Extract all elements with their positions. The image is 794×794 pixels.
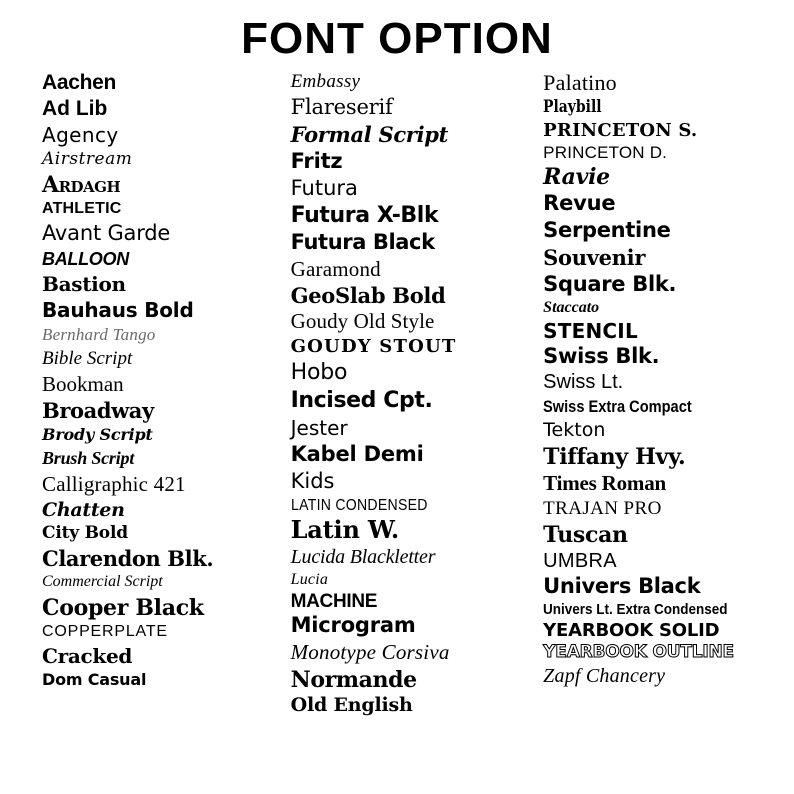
font-sample[interactable]: PRINCETON D. xyxy=(543,143,668,162)
font-sample[interactable]: Lucia xyxy=(290,571,329,588)
font-column-2 xyxy=(291,70,544,719)
font-sample[interactable]: Bible Script xyxy=(42,348,133,369)
font-sample[interactable]: Souvenir xyxy=(543,245,646,270)
font-sample[interactable]: Fritz xyxy=(290,149,343,173)
font-sample[interactable]: Latin W. xyxy=(290,515,400,544)
font-sample[interactable]: Microgram xyxy=(290,613,416,637)
font-sample[interactable]: MACHINE xyxy=(290,591,378,612)
font-sample[interactable]: COPPERPLATE xyxy=(42,623,168,640)
font-sample[interactable]: Bauhaus Bold xyxy=(42,298,194,322)
font-sample[interactable]: Swiss Blk. xyxy=(543,344,660,368)
font-sample[interactable]: Airstream xyxy=(42,149,133,169)
font-column-1 xyxy=(42,70,291,719)
font-sample[interactable]: Futura X-Blk xyxy=(290,203,439,228)
font-sample[interactable]: YEARBOOK OUTLINE xyxy=(543,642,734,662)
font-sample[interactable]: PRINCETON S. xyxy=(543,120,698,141)
font-sample[interactable]: Bookman xyxy=(42,372,124,396)
font-sample[interactable]: Embassy xyxy=(290,71,361,92)
page-title: FONT OPTION xyxy=(241,14,553,63)
font-sample[interactable]: Chatten xyxy=(42,499,125,521)
font-columns xyxy=(0,70,794,719)
font-sample[interactable]: Ardagh xyxy=(42,172,121,198)
font-sample[interactable]: Futura Black xyxy=(290,230,435,254)
font-sample[interactable]: Lucida Blackletter xyxy=(290,546,436,568)
font-sample[interactable]: Broadway xyxy=(42,398,154,423)
font-sample[interactable]: Cooper Black xyxy=(42,595,204,621)
font-sample[interactable]: Tekton xyxy=(543,419,606,441)
font-sample[interactable]: Futura xyxy=(290,176,358,200)
font-sample[interactable]: STENCIL xyxy=(543,319,638,343)
font-sample[interactable]: Agency xyxy=(42,123,119,147)
font-sample[interactable]: Kids xyxy=(290,469,335,493)
font-sample[interactable]: Goudy Old Style xyxy=(290,309,435,333)
font-sample[interactable]: Calligraphic 421 xyxy=(42,472,186,496)
font-sample[interactable]: BALLOON xyxy=(42,249,129,269)
font-sample[interactable]: LATIN CONDENSED xyxy=(290,497,428,514)
font-sample[interactable]: Swiss Lt. xyxy=(543,371,624,393)
font-sample[interactable]: Normande xyxy=(290,667,417,693)
font-sample[interactable]: Jester xyxy=(290,416,348,440)
font-sample[interactable]: Tiffany Hvy. xyxy=(543,444,686,470)
font-sample[interactable]: GOUDY STOUT xyxy=(290,336,457,357)
font-sample[interactable]: Ravie xyxy=(543,164,610,190)
font-sample[interactable]: YEARBOOK SOLID xyxy=(543,620,720,641)
font-sample[interactable]: Tuscan xyxy=(543,522,628,548)
font-sample[interactable]: Bernhard Tango xyxy=(42,325,156,344)
font-sample[interactable]: Hobo xyxy=(290,360,348,385)
font-sample[interactable]: ATHLETIC xyxy=(42,200,122,217)
font-sample[interactable]: Cracked xyxy=(42,644,133,668)
font-sample[interactable]: Clarendon Blk. xyxy=(42,546,214,571)
font-sample[interactable]: Univers Black xyxy=(543,574,701,598)
font-sample[interactable]: Times Roman xyxy=(543,471,667,495)
font-sample[interactable]: Playbill xyxy=(543,97,602,117)
font-sample[interactable]: Brody Script xyxy=(42,425,153,444)
font-sample[interactable]: Brush Script xyxy=(42,448,135,468)
font-sample[interactable]: Zapf Chancery xyxy=(543,665,666,687)
font-sample[interactable]: Bastion xyxy=(42,272,126,296)
font-sample[interactable]: Serpentine xyxy=(543,218,671,242)
font-sample[interactable]: Incised Cpt. xyxy=(290,388,433,413)
font-sample[interactable]: Formal Script xyxy=(290,122,449,147)
font-sample[interactable]: Old English xyxy=(290,694,413,716)
font-sample[interactable]: Monotype Corsiva xyxy=(290,640,450,664)
font-sample[interactable]: Square Blk. xyxy=(543,272,677,296)
font-sample[interactable]: Univers Lt. Extra Condensed xyxy=(543,601,728,618)
font-column-3 xyxy=(543,70,776,719)
font-sample[interactable]: City Bold xyxy=(42,523,128,543)
font-sample[interactable]: Avant Garde xyxy=(42,221,171,245)
font-sample[interactable]: Garamond xyxy=(290,257,381,281)
font-sample[interactable]: Flareserif xyxy=(290,95,393,119)
font-sample[interactable]: UMBRA xyxy=(543,550,617,572)
font-sample[interactable]: Revue xyxy=(543,191,616,215)
font-sample[interactable]: Commercial Script xyxy=(42,573,163,590)
font-sample[interactable]: Palatino xyxy=(543,70,617,95)
font-sample[interactable]: GeoSlab Bold xyxy=(290,283,446,308)
font-sample[interactable]: Kabel Demi xyxy=(290,442,424,466)
font-sample[interactable]: Dom Casual xyxy=(42,670,147,689)
font-sample[interactable]: Swiss Extra Compact xyxy=(543,397,692,416)
font-sample[interactable]: Ad Lib xyxy=(42,97,108,120)
font-sample[interactable]: Aachen xyxy=(42,71,117,94)
font-sample[interactable]: Staccato xyxy=(543,299,600,316)
font-sample[interactable]: TRAJAN PRO xyxy=(543,498,662,519)
